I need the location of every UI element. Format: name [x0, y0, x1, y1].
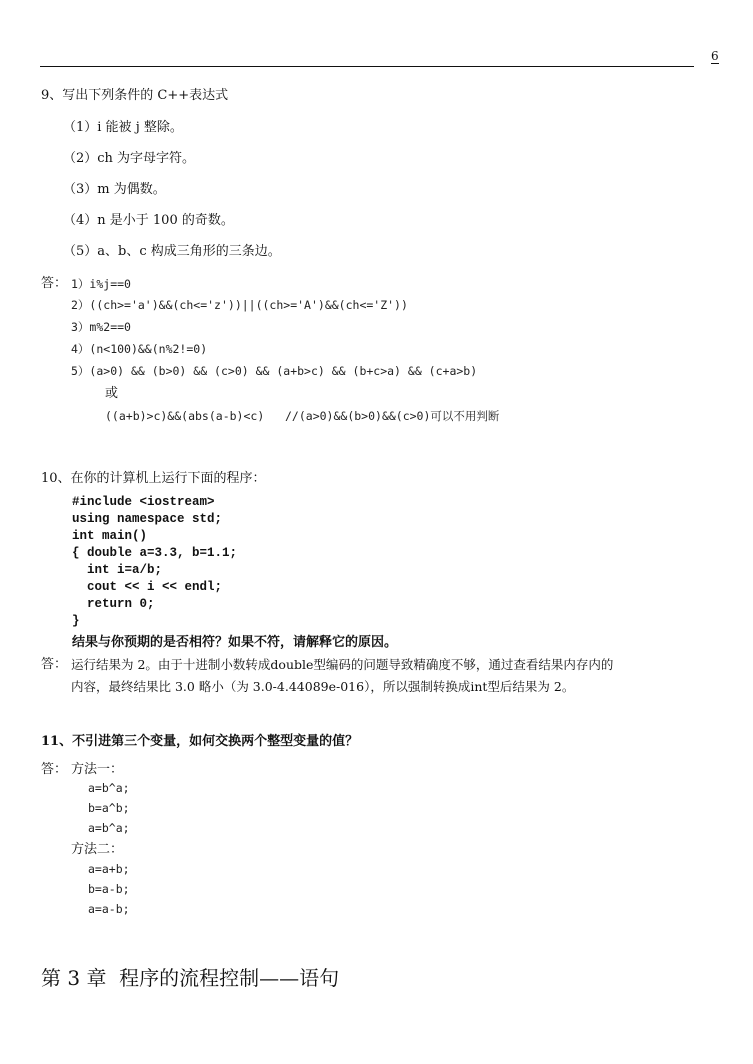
- q11-method2-label: 方法二：: [71, 842, 124, 857]
- q11-method2-line-3: a=a-b;: [88, 902, 130, 916]
- q10-code-line-7: return 0;: [72, 597, 155, 611]
- q10-code-line-2: using namespace std;: [72, 512, 223, 526]
- q9-answer-5: 5）(a>0) && (b>0) && (c>0) && (a+b>c) && (b+c>a) && (c+a>b): [71, 364, 478, 378]
- q11-method1-line-3: a=b^a;: [88, 821, 130, 835]
- q10-code-line-5: int i=a/b;: [72, 563, 163, 577]
- q10-answer-line-1: 运行结果为 2。由于十进制小数转成double型编码的问题导致精确度不够，通过查看结果内存内的: [71, 657, 614, 672]
- q9-answer-2: 2）((ch>='a')&&(ch<='z'))||((ch>='A')&&(ch<='Z')): [71, 298, 408, 312]
- q11-answer-label: 答：: [41, 762, 68, 777]
- q10-code-line-3: int main(): [72, 529, 148, 543]
- q9-answer-1: 1）i%j==0: [71, 277, 131, 291]
- q9-item-4: （4）n 是小于 100 的奇数。: [63, 213, 234, 228]
- q10-code-line-4: { double a=3.3, b=1.1;: [72, 546, 238, 560]
- q10-code-line-8: }: [72, 614, 80, 628]
- q11-title: 11、不引进第三个变量，如何交换两个整型变量的值？: [41, 734, 359, 749]
- q11-method2-line-1: a=a+b;: [88, 862, 130, 876]
- q9-alt-answer: ((a+b)>c)&&(abs(a-b)<c) //(a>0)&&(b>0)&&(c>0)可以不用判断: [105, 409, 500, 423]
- q11-method1-label: 方法一：: [71, 762, 124, 777]
- q9-title: 9、写出下列条件的 C++表达式: [41, 88, 229, 103]
- q11-method1-line-2: b=a^b;: [88, 801, 130, 815]
- q10-code-line-6: cout << i << endl;: [72, 580, 223, 594]
- q11-method2-line-2: b=a-b;: [88, 882, 130, 896]
- q9-answer-label: 答：: [41, 276, 68, 291]
- q10-question: 结果与你预期的是否相符？如果不符，请解释它的原因。: [72, 635, 398, 650]
- q10-answer-line-2: 内容，最终结果比 3.0 略小（为 3.0-4.44089e-016），所以强制转换成int型后结果为 2。: [71, 679, 575, 694]
- q11-method1-line-1: a=b^a;: [88, 781, 130, 795]
- q9-item-3: （3）m 为偶数。: [63, 182, 166, 197]
- q10-code-line-1: #include <iostream>: [72, 495, 215, 509]
- q9-item-2: （2）ch 为字母字符。: [63, 151, 196, 166]
- q9-item-1: （1）i 能被 j 整除。: [63, 120, 183, 135]
- q10-answer-label: 答：: [41, 657, 68, 672]
- q10-title: 10、在你的计算机上运行下面的程序：: [41, 471, 266, 486]
- q9-or-word: 或: [105, 386, 119, 401]
- q9-answer-4: 4）(n<100)&&(n%2!=0): [71, 342, 208, 356]
- page-number: 6: [711, 49, 719, 63]
- q9-answer-3: 3）m%2==0: [71, 320, 131, 334]
- q9-item-5: （5）a、b、c 构成三角形的三条边。: [63, 244, 281, 259]
- chapter-heading: 第 3 章 程序的流程控制——语句: [41, 966, 340, 990]
- header-rule: [40, 66, 694, 67]
